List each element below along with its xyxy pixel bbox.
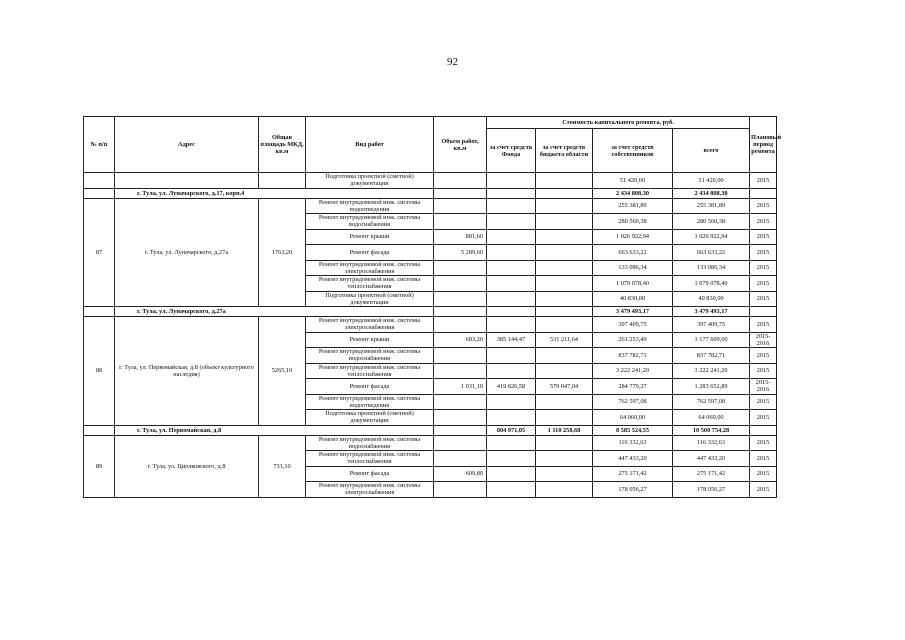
budget-cell	[536, 410, 593, 426]
work-type-cell: Ремонт внутридомовой инж. системы теплоснабжения	[306, 363, 434, 379]
fund-cell	[487, 173, 536, 189]
volume-cell	[434, 482, 487, 498]
own-funds-cell: 397 409,75	[593, 317, 673, 333]
volume-cell	[434, 317, 487, 333]
period-cell: 2015	[750, 229, 777, 245]
fund-cell	[487, 317, 536, 333]
fund-cell	[487, 410, 536, 426]
period-cell: 2015	[750, 317, 777, 333]
fund-cell	[487, 307, 536, 317]
period-cell	[750, 425, 777, 435]
own-funds-cell: 837 782,71	[593, 348, 673, 364]
header-num: № п/п	[84, 117, 115, 173]
fund-cell	[487, 260, 536, 276]
period-cell: 2015-2016	[750, 379, 777, 395]
table-row	[84, 173, 777, 189]
area-cell: 1763,20	[259, 198, 306, 307]
header-budget: за счет средств бюджета области	[536, 129, 593, 173]
address-cell: г. Тула, ул. Первомайская, д.8 (объект культурного наследия)	[115, 317, 259, 426]
volume-cell: 683,20	[434, 332, 487, 348]
period-cell: 2015-2016	[750, 332, 777, 348]
fund-cell	[487, 198, 536, 214]
num-cell	[84, 173, 115, 189]
own-funds-cell: 1 026 922,94	[593, 229, 673, 245]
fund-cell	[487, 245, 536, 261]
period-cell: 2015	[750, 173, 777, 189]
address-cell: г. Тула, ул. Циолковского, д.8	[115, 435, 259, 497]
work-type-cell: Подготовка проектной (сметной) документации	[306, 173, 434, 189]
fund-cell	[487, 229, 536, 245]
budget-cell	[536, 466, 593, 482]
budget-cell	[536, 229, 593, 245]
own-funds-cell: 447 433,20	[593, 451, 673, 467]
volume-cell: 1 031,10	[434, 379, 487, 395]
work-type-cell: Ремонт внутридомовой инж. системы водоснабжения	[306, 348, 434, 364]
fund-cell	[487, 276, 536, 292]
fund-cell	[487, 291, 536, 307]
budget-cell	[536, 451, 593, 467]
own-funds-cell: 178 056,27	[593, 482, 673, 498]
budget-cell: 1 110 258,68	[536, 425, 593, 435]
work-type-cell: Ремонт фасада	[306, 466, 434, 482]
subtotal-row	[84, 425, 777, 435]
header-address: Адрес	[115, 117, 259, 173]
period-cell	[750, 188, 777, 198]
volume-cell	[434, 276, 487, 292]
own-funds-cell: 40 830,00	[593, 291, 673, 307]
period-cell: 2015	[750, 291, 777, 307]
total-cell: 3 222 241,20	[673, 363, 750, 379]
total-cell: 64 060,00	[673, 410, 750, 426]
budget-cell	[536, 198, 593, 214]
volume-cell	[434, 173, 487, 189]
address-cell: г. Тула, ул. Луначарского, д.27а	[115, 198, 259, 307]
row-number-cell: 88	[84, 317, 115, 426]
num-cell	[84, 425, 115, 435]
own-funds-cell: 8 585 524,55	[593, 425, 673, 435]
budget-cell	[536, 291, 593, 307]
budget-cell: 531 211,64	[536, 332, 593, 348]
period-cell: 2015	[750, 348, 777, 364]
own-funds-cell: 3 479 493,17	[593, 307, 673, 317]
period-cell: 2015	[750, 466, 777, 482]
work-type-cell: Подготовка проектной (сметной) документации	[306, 291, 434, 307]
work-type-cell: Ремонт крыши	[306, 332, 434, 348]
total-cell: 762 597,08	[673, 394, 750, 410]
own-funds-cell: 64 060,00	[593, 410, 673, 426]
period-cell: 2015	[750, 198, 777, 214]
own-funds-cell: 284 779,27	[593, 379, 673, 395]
total-cell: 51 420,00	[673, 173, 750, 189]
budget-cell	[536, 188, 593, 198]
fund-cell: 385 144,47	[487, 332, 536, 348]
volume-cell	[434, 410, 487, 426]
total-cell: 1 283 652,89	[673, 379, 750, 395]
fund-cell	[487, 451, 536, 467]
budget-cell	[536, 214, 593, 230]
total-cell: 837 782,71	[673, 348, 750, 364]
row-number-cell: 87	[84, 198, 115, 307]
budget-cell	[536, 173, 593, 189]
header-area: Общая площадь МКД, кв.м	[259, 117, 306, 173]
subtotal-label: г. Тула, ул. Первомайская, д.8	[115, 425, 434, 435]
total-cell: 2 434 808,30	[673, 188, 750, 198]
period-cell	[750, 307, 777, 317]
subtotal-row	[84, 188, 777, 198]
total-cell: 397 409,75	[673, 317, 750, 333]
area-cell: 731,10	[259, 435, 306, 497]
own-funds-cell: 663 633,22	[593, 245, 673, 261]
budget-cell	[536, 435, 593, 451]
total-cell: 178 056,27	[673, 482, 750, 498]
volume-cell	[434, 307, 487, 317]
fund-cell	[487, 394, 536, 410]
budget-cell	[536, 394, 593, 410]
work-type-cell: Ремонт внутридомовой инж. системы теплоснабжения	[306, 276, 434, 292]
table-row	[84, 198, 777, 214]
volume-cell	[434, 363, 487, 379]
total-cell: 3 479 493,17	[673, 307, 750, 317]
volume-cell	[434, 260, 487, 276]
budget-cell	[536, 276, 593, 292]
period-cell: 2015	[750, 260, 777, 276]
volume-cell	[434, 291, 487, 307]
work-type-cell: Ремонт внутридомовой инж. системы водоснабжения	[306, 435, 434, 451]
header-total: всего	[673, 129, 750, 173]
work-type-cell: Ремонт внутридомовой инж. системы водоснабжения	[306, 214, 434, 230]
volume-cell: 609,80	[434, 466, 487, 482]
total-cell: 447 433,20	[673, 451, 750, 467]
area-cell	[259, 173, 306, 189]
fund-cell	[487, 466, 536, 482]
period-cell: 2015	[750, 276, 777, 292]
period-cell: 2015	[750, 214, 777, 230]
total-cell: 10 500 754,28	[673, 425, 750, 435]
work-type-cell: Ремонт внутридомовой инж. системы водоотведения	[306, 198, 434, 214]
work-type-cell: Ремонт внутридомовой инж. системы водоотведения	[306, 394, 434, 410]
total-cell: 1 177 609,60	[673, 332, 750, 348]
period-cell: 2015	[750, 245, 777, 261]
fund-cell	[487, 348, 536, 364]
fund-cell: 804 971,05	[487, 425, 536, 435]
own-funds-cell: 1 079 078,40	[593, 276, 673, 292]
period-cell: 2015	[750, 410, 777, 426]
work-type-cell: Ремонт фасада	[306, 245, 434, 261]
num-cell	[84, 188, 115, 198]
header-volume: Объем работ, кв.м	[434, 117, 487, 173]
subtotal-row	[84, 307, 777, 317]
total-cell: 275 171,42	[673, 466, 750, 482]
total-cell: 133 086,34	[673, 260, 750, 276]
total-cell: 663 633,22	[673, 245, 750, 261]
page-number: 92	[447, 56, 458, 68]
header-cost-group: Стоимость капитального ремонта, руб.	[487, 117, 750, 129]
own-funds-cell: 51 420,00	[593, 173, 673, 189]
period-cell: 2015	[750, 363, 777, 379]
header-period: Плановый период ремонта	[750, 117, 777, 173]
work-type-cell: Ремонт внутридомовой инж. системы электроснабжения	[306, 482, 434, 498]
budget-cell	[536, 363, 593, 379]
area-cell: 5265,10	[259, 317, 306, 426]
fund-cell	[487, 363, 536, 379]
volume-cell	[434, 425, 487, 435]
budget-cell	[536, 260, 593, 276]
subtotal-label: г. Тула, ул. Луначарского, д.27а	[115, 307, 434, 317]
own-funds-cell: 762 597,08	[593, 394, 673, 410]
total-cell: 116 332,63	[673, 435, 750, 451]
period-cell: 2015	[750, 451, 777, 467]
total-cell: 1 026 922,94	[673, 229, 750, 245]
work-type-cell: Ремонт внутридомовой инж. системы электроснабжения	[306, 260, 434, 276]
work-type-cell: Ремонт внутридомовой инж. системы теплоснабжения	[306, 451, 434, 467]
table-row	[84, 435, 777, 451]
subtotal-label: г. Тула, ул. Луначарского, д.17, корп.4	[115, 188, 434, 198]
table-body	[84, 173, 777, 498]
header-own: за счет средств собственников	[593, 129, 673, 173]
num-cell	[84, 307, 115, 317]
budget-cell	[536, 317, 593, 333]
own-funds-cell: 275 171,42	[593, 466, 673, 482]
work-type-cell: Ремонт фасада	[306, 379, 434, 395]
volume-cell	[434, 394, 487, 410]
budget-cell	[536, 245, 593, 261]
volume-cell	[434, 188, 487, 198]
period-cell: 2015	[750, 394, 777, 410]
row-number-cell: 89	[84, 435, 115, 497]
table-row	[84, 317, 777, 333]
header-fund: за счет средств Фонда	[487, 129, 536, 173]
budget-cell	[536, 482, 593, 498]
own-funds-cell: 3 222 241,20	[593, 363, 673, 379]
volume-cell	[434, 435, 487, 451]
own-funds-cell: 261 253,49	[593, 332, 673, 348]
fund-cell: 419 826,58	[487, 379, 536, 395]
work-type-cell: Подготовка проектной (сметной) документации	[306, 410, 434, 426]
total-cell: 1 079 078,40	[673, 276, 750, 292]
header-work: Вид работ	[306, 117, 434, 173]
address-cell	[115, 173, 259, 189]
volume-cell	[434, 348, 487, 364]
volume-cell	[434, 451, 487, 467]
fund-cell	[487, 435, 536, 451]
work-type-cell: Ремонт внутридомовой инж. системы электроснабжения	[306, 317, 434, 333]
total-cell: 255 381,89	[673, 198, 750, 214]
period-cell: 2015	[750, 435, 777, 451]
work-type-cell: Ремонт крыши	[306, 229, 434, 245]
own-funds-cell: 133 086,34	[593, 260, 673, 276]
fund-cell	[487, 482, 536, 498]
total-cell: 40 830,00	[673, 291, 750, 307]
volume-cell	[434, 198, 487, 214]
own-funds-cell: 280 560,38	[593, 214, 673, 230]
budget-cell	[536, 307, 593, 317]
repair-cost-table	[83, 116, 782, 498]
total-cell: 280 560,38	[673, 214, 750, 230]
volume-cell	[434, 214, 487, 230]
volume-cell: 5 289,60	[434, 245, 487, 261]
budget-cell	[536, 348, 593, 364]
own-funds-cell: 116 332,63	[593, 435, 673, 451]
period-cell: 2015	[750, 482, 777, 498]
own-funds-cell: 255 381,89	[593, 198, 673, 214]
fund-cell	[487, 214, 536, 230]
budget-cell: 579 047,04	[536, 379, 593, 395]
fund-cell	[487, 188, 536, 198]
volume-cell: 881,60	[434, 229, 487, 245]
own-funds-cell: 2 434 808,30	[593, 188, 673, 198]
